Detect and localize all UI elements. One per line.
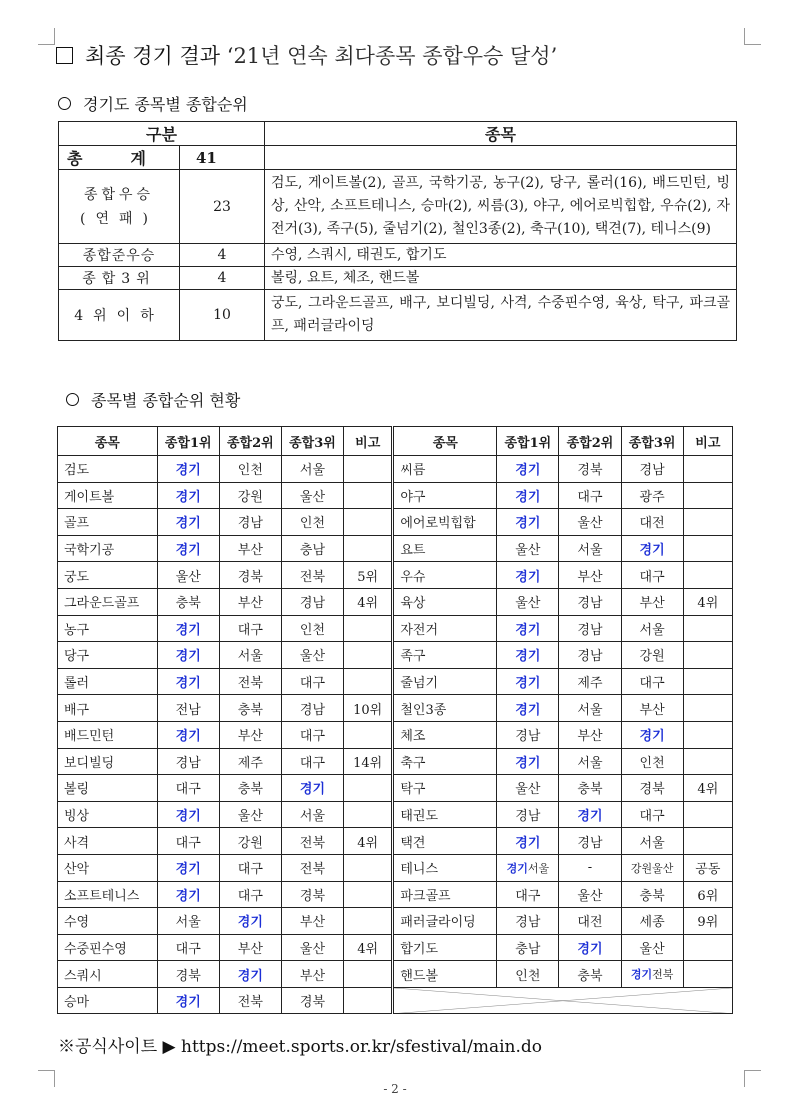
- rank-cell: 인천: [281, 509, 343, 536]
- title-main: 최종 경기 결과: [85, 44, 221, 68]
- sport-name: 파크골프: [393, 881, 497, 908]
- sport-name: 철인3종: [393, 695, 497, 722]
- sport-name: 검도: [58, 456, 158, 483]
- sport-name: 체조: [393, 721, 497, 748]
- column-header: 종합3위: [281, 427, 343, 456]
- rank-cell: 대구: [621, 668, 683, 695]
- column-header: 비고: [683, 427, 732, 456]
- remark-cell: 9위: [683, 908, 732, 935]
- table-row: [58, 881, 733, 908]
- rank-cell: 경기: [157, 721, 219, 748]
- column-header: 종합1위: [497, 427, 559, 456]
- rank-cell: 서울: [281, 456, 343, 483]
- sport-name: 탁구: [393, 775, 497, 802]
- rank-cell: 대전: [559, 908, 621, 935]
- table-row: [58, 562, 733, 589]
- crop-mark-top-right: [744, 28, 761, 45]
- table-row: [58, 668, 733, 695]
- rank-cell: 부산: [621, 695, 683, 722]
- page-title: [56, 40, 557, 70]
- rank-cell: 경기: [497, 695, 559, 722]
- rank-cell: 대구: [157, 828, 219, 855]
- rank-cell: 전북: [219, 668, 281, 695]
- sports-list-cell: 검도, 게이트볼(2), 골프, 국학기공, 농구(2), 당구, 롤러(16), 배드민턴, 빙상, 산악, 소프트테니스, 승마(2), 씨름(3), 야구, 에어로빅힙합, 우슈(2), 자전거(3), 족구(5), 줄넘기(2), 철인3종(2), 축구(10), 택견(7), 테니스(9): [265, 170, 737, 244]
- rank-cell: 인천: [621, 748, 683, 775]
- rank-cell: 경남: [559, 828, 621, 855]
- rank-cell: 제주: [559, 668, 621, 695]
- rank-cell: 경기: [219, 908, 281, 935]
- category-cell: 종합준우승: [59, 244, 180, 267]
- rank-cell: 경기: [157, 509, 219, 536]
- rank-cell: 부산: [621, 588, 683, 615]
- rank-cell: 강원: [219, 828, 281, 855]
- rank-cell: 울산: [281, 934, 343, 961]
- rank-cell: 부산: [559, 721, 621, 748]
- rank-cell: 인천: [497, 961, 559, 988]
- rank-cell: 충북: [219, 695, 281, 722]
- remark-cell: [683, 748, 732, 775]
- sport-name: 롤러: [58, 668, 158, 695]
- sport-name: 육상: [393, 588, 497, 615]
- remark-cell: [344, 908, 393, 935]
- rank-cell: 서울: [219, 642, 281, 669]
- rank-cell: 경남: [497, 801, 559, 828]
- rank-cell: 충북: [559, 775, 621, 802]
- table-row: [58, 456, 733, 483]
- section2-heading: 종목별 종합순위 현황: [66, 388, 240, 411]
- remark-cell: [683, 482, 732, 509]
- rank-cell: 경남: [281, 695, 343, 722]
- sport-name: 패러글라이딩: [393, 908, 497, 935]
- column-header: 종합1위: [157, 427, 219, 456]
- rank-cell: 충남: [497, 934, 559, 961]
- rank-cell: 경기: [497, 615, 559, 642]
- rank-cell: 경남: [497, 908, 559, 935]
- rank-cell: 부산: [219, 588, 281, 615]
- remark-cell: [683, 509, 732, 536]
- rank-cell: 대구: [219, 881, 281, 908]
- rank-cell: 경기: [157, 615, 219, 642]
- table-row: [58, 908, 733, 935]
- crop-mark-top-left: [38, 28, 55, 45]
- sport-name: 사격: [58, 828, 158, 855]
- table-row: [58, 482, 733, 509]
- rank-cell: 전남: [157, 695, 219, 722]
- count-cell: 23: [180, 170, 265, 244]
- rank-cell: 서울: [621, 828, 683, 855]
- rank-cell: 인천: [219, 456, 281, 483]
- sport-name: 우슈: [393, 562, 497, 589]
- table-row: [58, 828, 733, 855]
- remark-cell: [344, 987, 393, 1014]
- site-url-link[interactable]: https://meet.sports.or.kr/sfestival/main.do: [181, 1037, 542, 1057]
- rank-cell: -: [559, 854, 621, 881]
- remark-cell: [683, 562, 732, 589]
- rank-cell: 대구: [157, 775, 219, 802]
- rank-cell: 경기: [157, 535, 219, 562]
- site-label: ※공식사이트 ▶: [58, 1037, 176, 1057]
- sport-name: 족구: [393, 642, 497, 669]
- header-sports: 종목: [265, 122, 737, 146]
- rank-cell: 제주: [219, 748, 281, 775]
- sport-name: 씨름: [393, 456, 497, 483]
- column-header: 비고: [344, 427, 393, 456]
- rank-cell: 서울: [559, 748, 621, 775]
- sport-name: 줄넘기: [393, 668, 497, 695]
- official-site-line: [58, 1032, 542, 1057]
- ranking-row-champion: [59, 170, 737, 244]
- column-header: 종합2위: [219, 427, 281, 456]
- category-cell: 종합우승 (연패): [59, 170, 180, 244]
- sport-name: 그라운드골프: [58, 588, 158, 615]
- rank-cell: 경북: [219, 562, 281, 589]
- sport-name: 핸드볼: [393, 961, 497, 988]
- sport-name: 수중핀수영: [58, 934, 158, 961]
- table-row: [58, 854, 733, 881]
- sport-ranking-table: [57, 426, 733, 1014]
- rank-cell: 경남: [559, 615, 621, 642]
- rank-cell: 경남: [497, 721, 559, 748]
- rank-cell: 충북: [559, 961, 621, 988]
- rank-cell: 경기: [497, 748, 559, 775]
- rank-cell: 대구: [219, 854, 281, 881]
- remark-cell: [683, 668, 732, 695]
- rank-cell: 울산: [559, 509, 621, 536]
- rank-cell: 충북: [621, 881, 683, 908]
- table-row: [58, 801, 733, 828]
- table-row: [58, 588, 733, 615]
- rank-cell: 대구: [621, 801, 683, 828]
- rank-cell: 울산: [497, 775, 559, 802]
- rank-cell: 울산: [497, 535, 559, 562]
- sport-name: 당구: [58, 642, 158, 669]
- remark-cell: [344, 509, 393, 536]
- checkbox-square-icon: [56, 47, 73, 64]
- sport-name: 택견: [393, 828, 497, 855]
- sport-name: 야구: [393, 482, 497, 509]
- rank-cell: 경남: [281, 588, 343, 615]
- rank-cell: 부산: [281, 908, 343, 935]
- rank-cell: 경기: [497, 456, 559, 483]
- rank-cell: 경기: [157, 854, 219, 881]
- rank-cell: 전북: [281, 828, 343, 855]
- table-row: [58, 748, 733, 775]
- rank-cell: 대구: [497, 881, 559, 908]
- sport-name: 합기도: [393, 934, 497, 961]
- table-row: [58, 695, 733, 722]
- table-row: [58, 615, 733, 642]
- remark-cell: [344, 775, 393, 802]
- circle-bullet-icon: [58, 97, 71, 110]
- rank-cell: 충남: [281, 535, 343, 562]
- remark-cell: [683, 801, 732, 828]
- table-row: [58, 721, 733, 748]
- overall-ranking-table: [58, 121, 737, 341]
- remark-cell: [683, 934, 732, 961]
- rank-cell: 경기: [621, 535, 683, 562]
- column-header: 종목: [393, 427, 497, 456]
- rank-cell: 강원울산: [621, 854, 683, 881]
- ranking-row-runner-up: [59, 244, 737, 267]
- empty-crossed-cell: [393, 987, 733, 1014]
- rank-cell: 경기: [497, 668, 559, 695]
- rank-cell: 경기: [281, 775, 343, 802]
- column-header: 종합2위: [559, 427, 621, 456]
- remark-cell: [683, 721, 732, 748]
- rank-cell: 광주: [621, 482, 683, 509]
- table-row: [58, 934, 733, 961]
- rank-cell: 서울: [281, 801, 343, 828]
- ranking-row-third: [59, 267, 737, 290]
- rank-cell: 부산: [219, 535, 281, 562]
- rank-cell: 경북: [281, 987, 343, 1014]
- remark-cell: [344, 881, 393, 908]
- rank-cell: 부산: [219, 721, 281, 748]
- remark-cell: [344, 961, 393, 988]
- rank-cell: 대전: [621, 509, 683, 536]
- rank-cell: 대구: [219, 615, 281, 642]
- remark-cell: [683, 456, 732, 483]
- remark-cell: [683, 695, 732, 722]
- remark-cell: [683, 961, 732, 988]
- rank-cell: 경남: [157, 748, 219, 775]
- sport-name: 빙상: [58, 801, 158, 828]
- rank-cell: 대구: [157, 934, 219, 961]
- rank-cell: 대구: [559, 482, 621, 509]
- rank-cell: 울산: [559, 881, 621, 908]
- remark-cell: [344, 642, 393, 669]
- total-row: [59, 146, 737, 170]
- rank-cell: 경기: [157, 456, 219, 483]
- sport-name: 농구: [58, 615, 158, 642]
- rank-cell: 전북: [281, 854, 343, 881]
- total-label: 총 계: [59, 146, 180, 170]
- remark-cell: 14위: [344, 748, 393, 775]
- remark-cell: [683, 615, 732, 642]
- sport-name: 태권도: [393, 801, 497, 828]
- rank-cell: 울산: [621, 934, 683, 961]
- table-row: [58, 509, 733, 536]
- rank-cell: 인천: [281, 615, 343, 642]
- rank-cell: 경기: [497, 509, 559, 536]
- sports-list-cell: 수영, 스쿼시, 태권도, 합기도: [265, 244, 737, 267]
- circle-bullet-icon: [66, 393, 79, 406]
- rank-cell: 경기: [157, 642, 219, 669]
- sport-name: 요트: [393, 535, 497, 562]
- rank-cell: 대구: [281, 721, 343, 748]
- rank-cell: 서울: [559, 535, 621, 562]
- remark-cell: 4위: [683, 775, 732, 802]
- rank-cell: 전북: [281, 562, 343, 589]
- rank-cell: 울산: [157, 562, 219, 589]
- sports-list-cell: 볼링, 요트, 체조, 핸드볼: [265, 267, 737, 290]
- rank-cell: 경남: [559, 588, 621, 615]
- remark-cell: [344, 482, 393, 509]
- column-header: 종합3위: [621, 427, 683, 456]
- sport-name: 스쿼시: [58, 961, 158, 988]
- header-category: 구분: [59, 122, 265, 146]
- rank-cell: 충북: [157, 588, 219, 615]
- sport-name: 테니스: [393, 854, 497, 881]
- remark-cell: [344, 721, 393, 748]
- rank-cell: 대구: [281, 668, 343, 695]
- table-header-row: [58, 427, 733, 456]
- rank-cell: 경기: [497, 562, 559, 589]
- rank-cell: 경남: [219, 509, 281, 536]
- rank-cell: 경기: [559, 934, 621, 961]
- rank-cell: 경남: [559, 642, 621, 669]
- remark-cell: [344, 668, 393, 695]
- table-row: [58, 642, 733, 669]
- rank-cell: 강원: [219, 482, 281, 509]
- rank-cell: 서울: [621, 615, 683, 642]
- remark-cell: 4위: [344, 588, 393, 615]
- remark-cell: 6위: [683, 881, 732, 908]
- sport-name: 축구: [393, 748, 497, 775]
- rank-cell: 울산: [281, 642, 343, 669]
- remark-cell: [683, 828, 732, 855]
- rank-cell: 경기: [157, 668, 219, 695]
- category-cell: 종합3위: [59, 267, 180, 290]
- rank-cell: 경기: [497, 642, 559, 669]
- sport-name: 국학기공: [58, 535, 158, 562]
- rank-cell: 대구: [621, 562, 683, 589]
- sport-name: 보디빌딩: [58, 748, 158, 775]
- count-cell: 4: [180, 244, 265, 267]
- rank-cell: 전북: [219, 987, 281, 1014]
- table-row: [58, 775, 733, 802]
- rank-cell: 경기서울: [497, 854, 559, 881]
- remark-cell: 4위: [683, 588, 732, 615]
- sport-name: 볼링: [58, 775, 158, 802]
- ranking-row-fourth-below: [59, 290, 737, 341]
- rank-cell: 경기: [621, 721, 683, 748]
- remark-cell: 5위: [344, 562, 393, 589]
- sport-name: 골프: [58, 509, 158, 536]
- rank-cell: 울산: [281, 482, 343, 509]
- table-row: [58, 535, 733, 562]
- sports-list-cell: 궁도, 그라운드골프, 배구, 보디빌딩, 사격, 수중핀수영, 육상, 탁구, 파크골프, 패러글라이딩: [265, 290, 737, 341]
- title-highlight: ‘21년 연속 최다종목 종합우승 달성’: [226, 44, 558, 68]
- sport-name: 산악: [58, 854, 158, 881]
- rank-cell: 부산: [559, 562, 621, 589]
- rank-cell: 경기: [157, 801, 219, 828]
- section1-heading: 경기도 종목별 종합순위: [58, 92, 248, 115]
- remark-cell: 10위: [344, 695, 393, 722]
- rank-cell: 서울: [559, 695, 621, 722]
- rank-cell: 경기: [219, 961, 281, 988]
- remark-cell: [344, 801, 393, 828]
- category-cell: 4위이하: [59, 290, 180, 341]
- rank-cell: 울산: [219, 801, 281, 828]
- total-value: 41: [180, 146, 265, 170]
- remark-cell: 공동: [683, 854, 732, 881]
- sport-name: 수영: [58, 908, 158, 935]
- rank-cell: 경기: [157, 987, 219, 1014]
- rank-cell: 경북: [621, 775, 683, 802]
- remark-cell: [683, 642, 732, 669]
- rank-cell: 강원: [621, 642, 683, 669]
- table-row: [58, 961, 733, 988]
- remark-cell: [344, 456, 393, 483]
- rank-cell: 경기: [157, 881, 219, 908]
- rank-cell: 경기: [559, 801, 621, 828]
- column-header: 종목: [58, 427, 158, 456]
- rank-cell: 경기: [497, 828, 559, 855]
- rank-cell: 경기전북: [621, 961, 683, 988]
- rank-cell: 경북: [559, 456, 621, 483]
- remark-cell: 4위: [344, 828, 393, 855]
- rank-cell: 서울: [157, 908, 219, 935]
- rank-cell: 경북: [157, 961, 219, 988]
- rank-cell: 경기: [497, 482, 559, 509]
- rank-cell: 경북: [281, 881, 343, 908]
- rank-cell: 충북: [219, 775, 281, 802]
- rank-cell: 경기: [157, 482, 219, 509]
- rank-cell: 울산: [497, 588, 559, 615]
- sport-name: 게이트볼: [58, 482, 158, 509]
- count-cell: 4: [180, 267, 265, 290]
- remark-cell: [344, 854, 393, 881]
- sport-name: 궁도: [58, 562, 158, 589]
- count-cell: 10: [180, 290, 265, 341]
- sport-name: 자전거: [393, 615, 497, 642]
- rank-cell: 경남: [621, 456, 683, 483]
- remark-cell: [344, 615, 393, 642]
- sport-name: 에어로빅힙합: [393, 509, 497, 536]
- remark-cell: [344, 535, 393, 562]
- rank-cell: 세종: [621, 908, 683, 935]
- rank-cell: 부산: [281, 961, 343, 988]
- remark-cell: 4위: [344, 934, 393, 961]
- sport-name: 승마: [58, 987, 158, 1014]
- page-number: - 2 -: [383, 1082, 407, 1096]
- table-row: [58, 987, 733, 1014]
- rank-cell: 대구: [281, 748, 343, 775]
- rank-cell: 부산: [219, 934, 281, 961]
- sport-name: 소프트테니스: [58, 881, 158, 908]
- sport-name: 배드민턴: [58, 721, 158, 748]
- sport-name: 배구: [58, 695, 158, 722]
- remark-cell: [683, 535, 732, 562]
